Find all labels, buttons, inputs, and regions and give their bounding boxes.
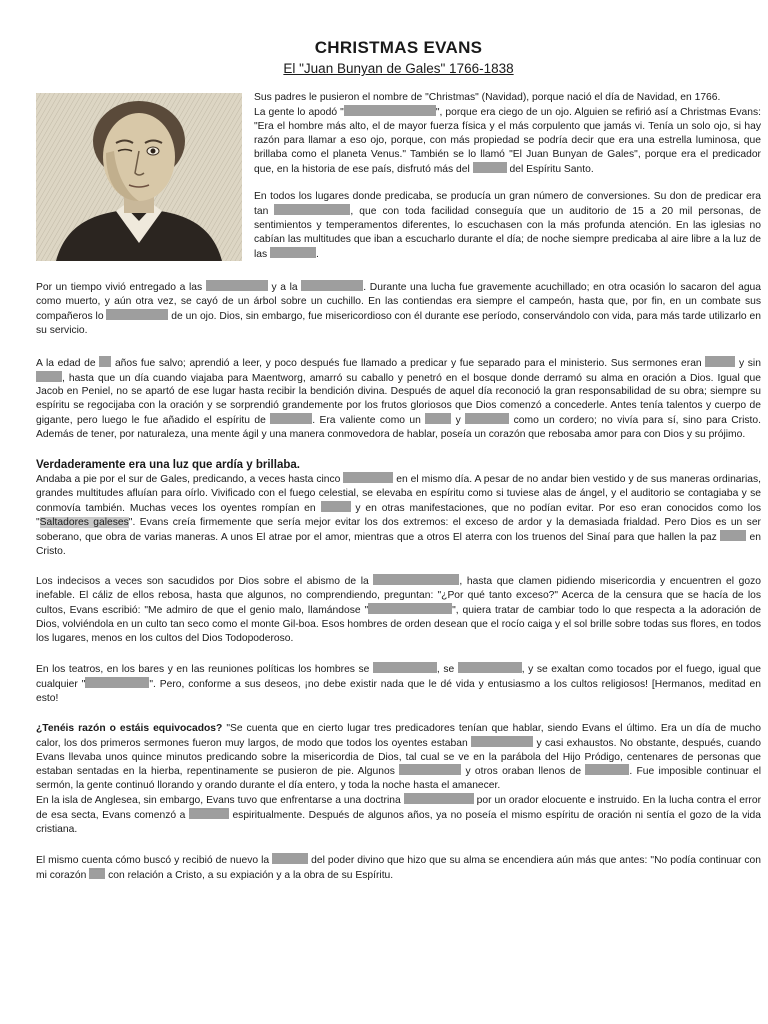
- blank-field: [99, 356, 111, 367]
- text-fragment: y: [455, 415, 461, 427]
- portrait-image: [36, 93, 242, 261]
- text-fragment: . Era valiente como un: [312, 415, 421, 427]
- text-fragment: espiritualmente. Después de algunos años, ya no poseía el mismo espíritu de oración ni sentía el gozo de la vida cristiana.: [36, 810, 761, 836]
- blank-field: [270, 413, 312, 424]
- portrait-engraving: [36, 93, 242, 261]
- text-fragment: de un ojo. Dios, sin embargo, fue misericordioso con él durante ese período, conservándolo con vida, para más tarde utilizarlo en su servicio.: [36, 310, 761, 336]
- text-fragment: La gente lo apodó ": [254, 106, 344, 118]
- blank-field: [425, 413, 451, 424]
- document-subtitle: El "Juan Bunyan de Gales" 1766-1838: [283, 61, 514, 76]
- blank-field: [344, 105, 436, 116]
- blank-field: [458, 662, 522, 673]
- blank-field: [106, 309, 168, 320]
- text-fragment: . Fue imposible continuar el sermón, la gente continuó llorando y orando durante el día entero, y toda la noche hasta el amanecer.: [36, 766, 761, 792]
- bold-lead: ¿Tenéis razón o estáis equivocados?: [36, 722, 223, 734]
- text-fragment: y sin: [738, 357, 761, 369]
- text-fragment: por un orador elocuente e instruido. En la lucha contra el error de esa secta, Evans comenzó a: [36, 795, 761, 822]
- text-fragment: . Durante una lucha fue gravemente acuchillado; en otra ocasión lo sacaron del agua como muerto, y aún otra vez, se cayó de un árbol sobre un cuchillo. En las contiendas era siempre el campeón, hasta que, por fin, en un combate sus compañeros lo: [36, 281, 761, 322]
- paragraph-light: [36, 472, 761, 558]
- blank-field: [301, 280, 363, 291]
- text-fragment: ". Evans creía firmemente que sería mejor evitar los dos extremos: el exceso de ardor y la demasiada frialdad. Pero Dios es un ser soberano, que obra de varias maneras. A unos El atrae por el amor, mientras que a otros El aterra con los truenos del Sinaí para que hallen la paz: [36, 516, 761, 543]
- blank-field: [720, 530, 746, 541]
- text-fragment: y a la: [271, 281, 298, 293]
- text-fragment: en el mismo día. A pesar de no andar bien vestido y de sus maneras ordinarias, grandes multitudes afluían para oírlo. Vivificado con el fuego celestial, se elevaba en espíritu como si tuviese alas de ángel, y el auditorio se contagiaba y se conmovía también. Muchas veces los oyentes rompían en: [36, 474, 761, 514]
- text-fragment: El mismo cuenta cómo buscó y recibió de nuevo la: [36, 854, 270, 866]
- blank-field: [585, 764, 629, 775]
- text-fragment: y casi exhaustos. No obstante, después, cuando Evans llevaba unos quince minutos predicando sobre la misericordia de Dios, tal cual se ve en la parábola del Hijo Pródigo, centenares de personas que estaban sentadas en la hierba, repentinamente se pusieron de pie. Algunos: [36, 737, 761, 778]
- text-fragment: En la isla de Anglesea, sin embargo, Evans tuvo que enfrentarse a una doctrina: [36, 795, 401, 807]
- blank-field: [399, 764, 461, 775]
- blank-field: [321, 501, 351, 512]
- blank-field: [705, 356, 735, 367]
- text-fragment: ", quiera tratar de cambiar todo lo que respecta a la adoración de Dios, volviéndola en un culto tan seco como el monte Gil-boa. Esos hombres de orden desean que el rocío caiga y el sol brille sobre todas sus flores, en todos los lugares, menos en los cultos del Dios Todopoderoso.: [36, 605, 761, 645]
- document-title: CHRISTMAS EVANS: [314, 38, 483, 57]
- text-fragment: .: [316, 249, 319, 261]
- blank-field: [274, 204, 350, 215]
- text-fragment: como un cordero; no vivía para sí, sino para Cristo. Además de tener, por naturaleza, una mente ágil y una manera conmovedora de hablar, poseía un corazón que rebosaba amor para con Dios y su prójimo.: [36, 415, 761, 441]
- paragraph-theatres: [36, 662, 761, 706]
- blank-field: [471, 736, 533, 747]
- text-fragment: Andaba a pie por el sur de Gales, predicando, a veces hasta cinco: [36, 474, 341, 486]
- paragraph-anglesea: [36, 793, 761, 837]
- blank-field: [473, 162, 507, 173]
- text-fragment: con relación a Cristo, a su expiación y a la obra de su Espíritu.: [108, 869, 394, 881]
- text-fragment: del Espíritu Santo.: [509, 163, 594, 175]
- blank-field: [272, 853, 308, 864]
- highlighted-phrase: Saltadores galeses: [39, 516, 129, 528]
- text-fragment: , se: [436, 664, 455, 675]
- blank-field: [343, 472, 393, 483]
- blank-field: [373, 574, 459, 585]
- blank-field: [85, 677, 149, 688]
- blank-field: [89, 868, 105, 879]
- text-fragment: años fue salvo; aprendió a leer, y poco después fue llamado a predicar y fue separado para el ministerio. Sus sermones eran: [114, 357, 702, 369]
- text-fragment: , hasta que un día cuando viajaba para Maentworg, amarró su caballo y penetró en el bosque donde derramó su alma en oración a Dios. Igual que Jacob en Peniel, no se apartó de ese lugar hasta recibir la bendición divina. Después de aquel día reconoció la gran responsabilidad de su obra; siempre su espíritu se regocijaba con la oración y se sorprendió grandemente por los frutos gloriosos que Dios comenzó a concederle. Antes tenía talentos y cuerpo de gigante, pero luego le fue añadido el espíritu de: [36, 372, 761, 427]
- text-fragment: ". Pero, conforme a sus deseos, ¡no debe existir nada que le dé vida y entusiasmo a los cultos religiosos! [Hermanos, meditad en esto!: [36, 678, 761, 704]
- paragraph-conversion: [36, 356, 761, 442]
- text-fragment: del poder divino que hizo que su alma se encendiera aún más que antes: "No podía continuar con mi corazón: [36, 854, 761, 881]
- blank-field: [465, 413, 509, 424]
- text-fragment: "Se cuenta que en cierto lugar tres predicadores tenían que hablar, siendo Evans el último. Era un día de mucho calor, los dos primeros sermones fueron muy largos, de modo que todos los oyentes estaban: [36, 722, 761, 749]
- text-fragment: y en otras manifestaciones, que no podían evitar. Por eso eran conocidos como los ": [36, 502, 761, 528]
- blank-field: [368, 603, 452, 614]
- text-fragment: A la edad de: [36, 357, 96, 369]
- text-fragment: ", porque era ciego de un ojo. Alguien se refirió así a Christmas Evans: "Era el hombre más alto, el de mayor fuerza física y el más corpulento que jamás vi. Tenía un solo ojo, si hay razón para llamar a eso ojo, porque, con más propiedad se podría decir que era una estrella luminosa, que brillaba como el planeta Venus." También se lo llamó "El Juan Bunyan de Gales", porque era el predicador que, en la historia de ese país, disfrutó más del: [254, 106, 761, 175]
- paragraph-renewal: [36, 853, 761, 883]
- text-fragment: Los indecisos a veces son sacudidos por Dios sobre el abismo de la: [36, 576, 369, 588]
- blank-field: [206, 280, 268, 291]
- blank-field: [189, 808, 229, 819]
- paragraph-text: Sus padres le pusieron el nombre de "Christmas" (Navidad), porque nació el día de Navidad, en 1766.: [254, 92, 721, 103]
- text-fragment: , hasta que clamen pidiendo misericordia y encuentren el gozo inefable. El cáliz de ellos rebosa, hasta que algunos, no comprendiendo, preguntan: "¿Por qué tanto exceso?" Acerca de la censura que se hacía de los cultos, Evans escribió: "Me admiro de que el genio malo, llamándose ": [36, 576, 761, 617]
- text-fragment: Por un tiempo vivió entregado a las: [36, 281, 203, 293]
- blank-field: [404, 793, 474, 804]
- document-page: [36, 38, 761, 895]
- paragraph-youth: [36, 280, 761, 338]
- text-fragment: En los teatros, en los bares y en las reuniones políticas los hombres se: [36, 664, 370, 675]
- blank-field: [36, 371, 62, 382]
- text-fragment: En todos los lugares donde predicaba, se producía un gran número de conversiones. Su don de predicar era tan: [254, 191, 761, 218]
- paragraph-question: [36, 722, 761, 794]
- text-fragment: y otros oraban llenos de: [465, 766, 582, 778]
- paragraph-undecided: [36, 574, 761, 646]
- text-fragment: , que con toda facilidad conseguía que un auditorio de 15 a 20 mil personas, de sentimientos y temperamentos diferentes, lo escuchasen con la más profunda atención. En las iglesias no cabían las multitudes que iban a escucharlo durante el día; de noche siempre predicaba al aire libre a la luz de las: [254, 206, 761, 261]
- text-fragment: , y se exaltan como tocados por el fuego, igual que cualquier ": [36, 664, 761, 690]
- section-heading: Verdaderamente era una luz que ardía y brillaba.: [36, 459, 300, 472]
- text-fragment: en Cristo.: [36, 531, 761, 557]
- blank-field: [270, 247, 316, 258]
- blank-field: [373, 662, 437, 673]
